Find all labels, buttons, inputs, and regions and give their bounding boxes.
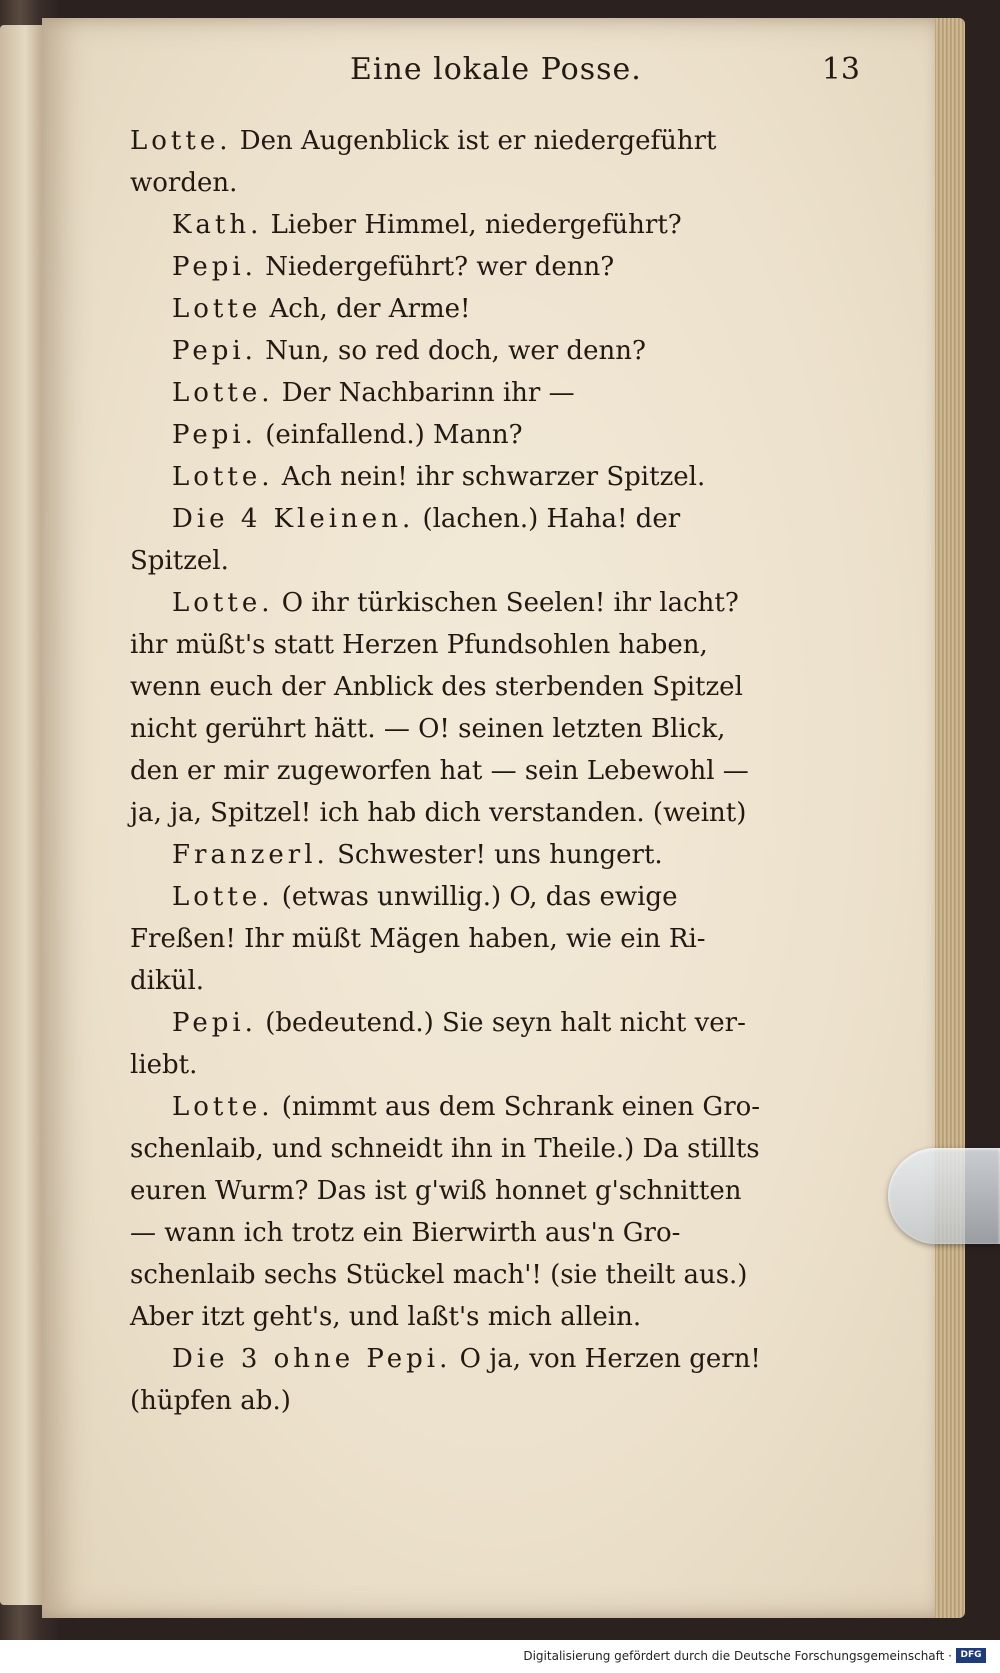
text-line [130, 162, 850, 204]
footer-bar [0, 1640, 1000, 1673]
line-text: Nun, so red doch, wer denn? [265, 336, 646, 366]
line-text: wenn euch der Anblick des sterbenden Spitzel [130, 672, 743, 702]
line-text: (bedeutend.) Sie seyn halt nicht ver- [265, 1008, 746, 1038]
text-line [130, 582, 850, 624]
line-text: O ja, von Herzen gern! [459, 1344, 761, 1374]
text-line [130, 288, 850, 330]
line-text: (hüpfen ab.) [130, 1386, 291, 1416]
speaker-name: Lotte. [172, 588, 274, 618]
speaker-name: Lotte. [172, 378, 274, 408]
text-line [130, 918, 850, 960]
text-line [130, 540, 850, 582]
text-line [130, 330, 850, 372]
page-number: 13 [821, 52, 860, 87]
speaker-name: Die 4 Kleinen. [172, 504, 415, 534]
left-page-edge [0, 25, 42, 1605]
text-line [130, 1086, 850, 1128]
line-text: Lieber Himmel, niedergeführt? [270, 210, 682, 240]
speaker-name: Pepi. [172, 336, 257, 366]
speaker-name: Pepi. [172, 1008, 257, 1038]
speaker-name: Lotte. [172, 462, 274, 492]
line-text: Spitzel. [130, 546, 229, 576]
speaker-name: Lotte. [172, 882, 274, 912]
line-text: ja, ja, Spitzel! ich hab dich verstanden. (weint) [130, 798, 747, 828]
text-line [130, 1044, 850, 1086]
text-line [130, 1338, 850, 1380]
line-text: den er mir zugeworfen hat — sein Lebewohl — [130, 756, 749, 786]
speaker-name: Lotte [172, 294, 262, 324]
text-line [130, 624, 850, 666]
text-line [130, 372, 850, 414]
text-line [130, 1296, 850, 1338]
line-text: (nimmt aus dem Schrank einen Gro- [281, 1092, 761, 1122]
text-line [130, 1380, 850, 1422]
running-head: Eine lokale Posse. [350, 52, 642, 87]
text-line [130, 1254, 850, 1296]
line-text: Ach nein! ihr schwarzer Spitzel. [281, 462, 706, 492]
line-text: (lachen.) Haha! der [422, 504, 681, 534]
text-line [130, 708, 850, 750]
text-line [130, 246, 850, 288]
text-line [130, 1128, 850, 1170]
line-text: O ihr türkischen Seelen! ihr lacht? [281, 588, 739, 618]
line-text: Freßen! Ihr müßt Mägen haben, wie ein Ri- [130, 924, 706, 954]
text-line [130, 666, 850, 708]
line-text: Schwester! uns hungert. [337, 840, 663, 870]
text-line [130, 834, 850, 876]
text-line [130, 498, 850, 540]
text-line [130, 120, 850, 162]
text-line [130, 960, 850, 1002]
line-text: (etwas unwillig.) O, das ewige [281, 882, 678, 912]
page-block-edge [935, 18, 965, 1618]
text-line [130, 414, 850, 456]
footer-credit: Digitalisierung gefördert durch die Deutsche Forschungsgemeinschaft · [523, 1649, 952, 1663]
speaker-name: Franzerl. [172, 840, 329, 870]
line-text: Niedergeführt? wer denn? [265, 252, 615, 282]
line-text: worden. [130, 168, 238, 198]
text-line [130, 1170, 850, 1212]
text-line [130, 204, 850, 246]
page-clip [888, 1148, 1000, 1244]
line-text: euren Wurm? Das ist g'wiß honnet g'schnitten [130, 1176, 742, 1206]
line-text: Ach, der Arme! [269, 294, 471, 324]
text-line [130, 876, 850, 918]
text-line [130, 750, 850, 792]
line-text: — wann ich trotz ein Bierwirth aus'n Gro- [130, 1218, 681, 1248]
text-line [130, 1212, 850, 1254]
text-line [130, 456, 850, 498]
speaker-name: Kath. [172, 210, 263, 240]
line-text: liebt. [130, 1050, 198, 1080]
line-text: schenlaib sechs Stückel mach'! (sie theilt aus.) [130, 1260, 748, 1290]
speaker-name: Die 3 ohne Pepi. [172, 1344, 452, 1374]
line-text: (einfallend.) Mann? [265, 420, 523, 450]
text-block [130, 120, 850, 1422]
line-text: dikül. [130, 966, 205, 996]
line-text: nicht gerührt hätt. — O! seinen letzten Blick, [130, 714, 726, 744]
text-line [130, 1002, 850, 1044]
line-text: schenlaib, und schneidt ihn in Theile.) Da stillts [130, 1134, 760, 1164]
speaker-name: Pepi. [172, 420, 257, 450]
text-line [130, 792, 850, 834]
speaker-name: Pepi. [172, 252, 257, 282]
dfg-logo: DFG [956, 1648, 986, 1663]
page-header [170, 52, 860, 102]
speaker-name: Lotte. [130, 126, 232, 156]
line-text: Aber itzt geht's, und laßt's mich allein. [130, 1302, 642, 1332]
line-text: Den Augenblick ist er niedergeführt [239, 126, 717, 156]
line-text: ihr müßt's statt Herzen Pfundsohlen haben, [130, 630, 708, 660]
speaker-name: Lotte. [172, 1092, 274, 1122]
line-text: Der Nachbarinn ihr — [281, 378, 575, 408]
